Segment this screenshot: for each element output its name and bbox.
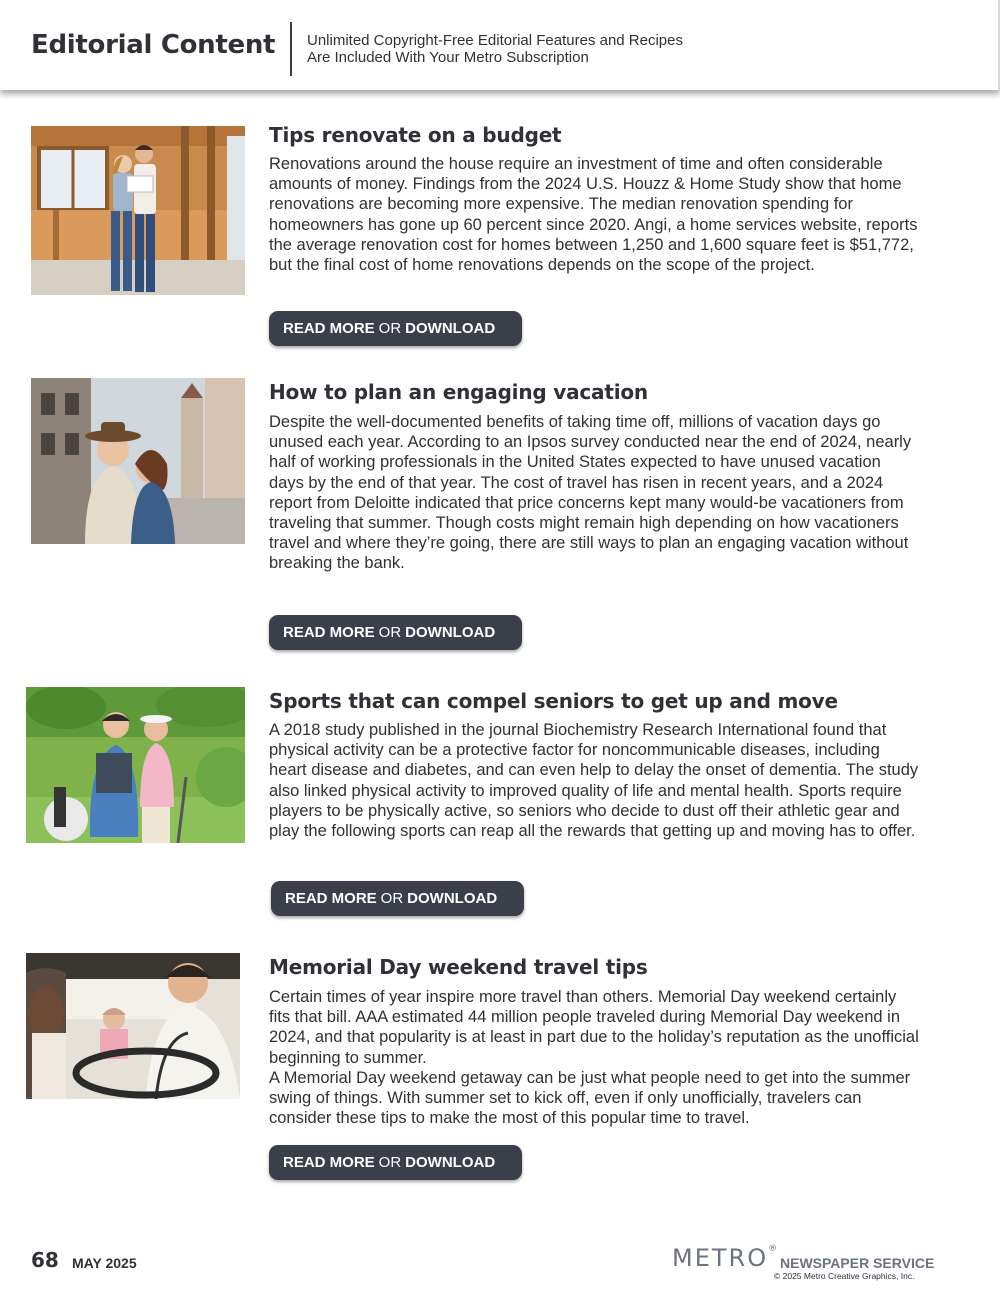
article-body: Despite the well-documented benefits of taking time off, millions of vacation days go unused each year. According to an Ipsos survey conducted near the end of 2024, nearly half of working professionals in the United States expected to have unused vacation days by the end of that year. The cost of travel has risen in recent years, and a 2024 report from Deloitte indicated that price concerns kept many would-be vacationers from traveling that summer. Though costs might remain high depending on how vacationers travel and where they’re going, there are still ways to plan an engaging vacation without breaking the bank. — [269, 413, 912, 573]
cta-or: OR — [378, 320, 402, 337]
article-title: Tips renovate on a budget — [269, 123, 562, 147]
cta-download: DOWNLOAD — [407, 890, 498, 907]
cta-read-more: READ MORE — [283, 624, 375, 641]
cta-or: OR — [380, 890, 404, 907]
header-subtitle-line1: Unlimited Copyright-Free Editorial Features and Recipes — [307, 32, 683, 49]
article-image-car-travel[interactable] — [26, 953, 240, 1099]
cta-download: DOWNLOAD — [405, 1154, 496, 1171]
read-more-download-button[interactable] — [269, 615, 522, 650]
article-body: Renovations around the house require an investment of time and often considerable amounts of money. Findings from the 2024 U.S. Houzz & Home Study show that home renovations are becoming more expensive. The median renovation spending for homeowners has gone up 60 percent since 2020. Angi, a home services website, reports the average renovation cost for homes between 1,250 and 1,600 square feet is $51,772, but the final cost of home renovations depends on the scope of the project. — [269, 155, 918, 275]
metro-logo[interactable] — [672, 1244, 935, 1284]
article-title: Sports that can compel seniors to get up and move — [269, 689, 838, 713]
article-image-renovation[interactable] — [31, 126, 245, 295]
cta-read-more: READ MORE — [283, 1154, 375, 1171]
cta-read-more: READ MORE — [283, 320, 375, 337]
header-subtitle-line2: Are Included With Your Metro Subscription — [307, 49, 589, 66]
cta-or: OR — [378, 624, 402, 641]
cta-download: DOWNLOAD — [405, 624, 496, 641]
cta-or: OR — [378, 1154, 402, 1171]
logo-service-text: NEWSPAPER SERVICE — [780, 1255, 935, 1271]
page-header — [0, 0, 1000, 90]
cta-download: DOWNLOAD — [405, 320, 496, 337]
article-image-golf-seniors[interactable] — [26, 687, 245, 843]
read-more-download-button[interactable] — [271, 881, 524, 916]
read-more-download-button[interactable] — [269, 1145, 522, 1180]
cta-read-more: READ MORE — [285, 890, 377, 907]
logo-wordmark: METRO® — [672, 1244, 780, 1272]
article-title: Memorial Day weekend travel tips — [269, 955, 648, 979]
article-body: A 2018 study published in the journal Biochemistry Research International found that physical activity can be a protective factor for noncommunicable diseases, including heart disease and diabetes, and can even help to delay the onset of dementia. The study also linked physical activity to improved quality of life and mental health. Sports require players to be physically active, so seniors who decide to dust off their athletic gear and play the following sports can reap all the rewards that getting up and moving has to offer. — [269, 721, 919, 841]
header-subtitle — [307, 32, 767, 66]
article-body: Certain times of year inspire more travel than others. Memorial Day weekend certainly fits that bill. AAA estimated 44 million people traveled during Memorial Day weekend in 2024, and that popularity is at least in part due to the holiday’s reputation as the unofficial beginning to summer. A Memorial Day weekend getaway can be just what people need to get into the summer swing of things. With summer set to kick off, even if only unofficially, travelers can consider these tips to make the most of this popular time to travel. — [269, 988, 919, 1128]
page-title: Editorial Content — [31, 30, 276, 60]
copyright-text: © 2025 Metro Creative Graphics, Inc. — [774, 1271, 915, 1281]
issue-month: MAY 2025 — [72, 1255, 137, 1271]
article-title: How to plan an engaging vacation — [269, 380, 648, 404]
read-more-download-button[interactable] — [269, 311, 522, 346]
page-number: 68 — [31, 1248, 59, 1272]
header-divider — [290, 22, 292, 76]
article-image-vacation[interactable] — [31, 378, 245, 544]
